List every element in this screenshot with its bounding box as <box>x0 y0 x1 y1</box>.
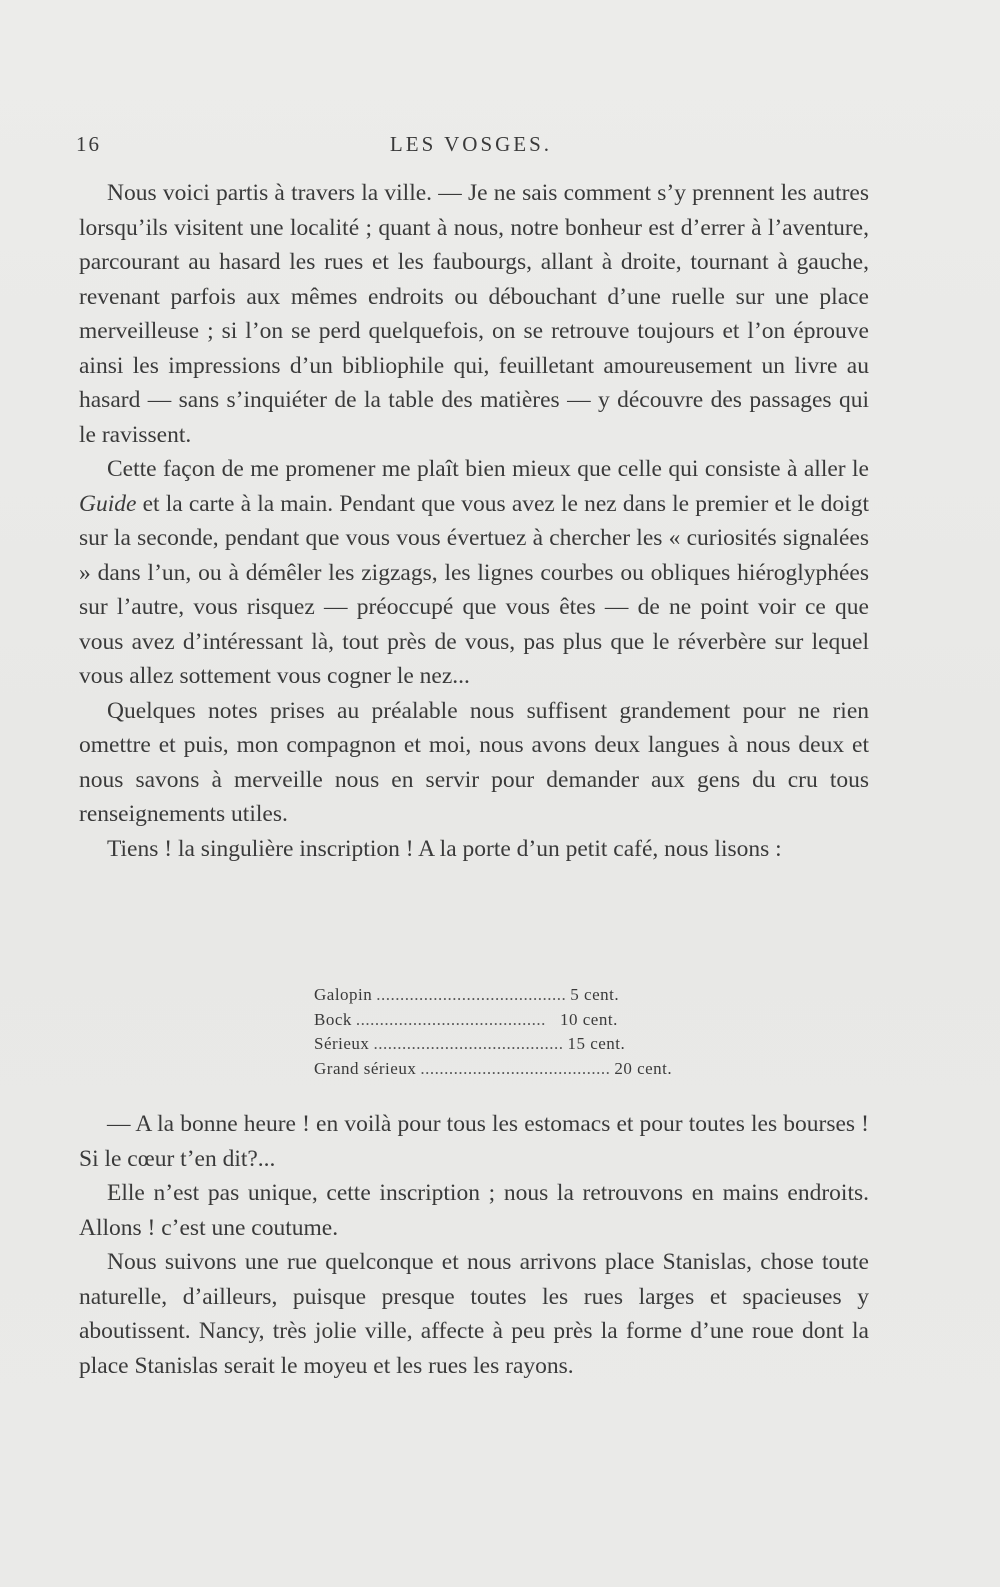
price-list <box>314 983 673 1081</box>
price-row <box>314 1032 634 1057</box>
price-item: Bock <box>314 1009 352 1029</box>
page-header <box>76 132 866 162</box>
price-item: Grand sérieux <box>314 1058 417 1078</box>
price-value: 10 cent. <box>560 1009 618 1029</box>
paragraph <box>79 452 869 694</box>
leader-dots: ........................................ <box>373 1034 564 1053</box>
price-item: Sérieux <box>314 1034 370 1053</box>
paragraph: Nous suivons une rue quelconque et nous arrivons place Stanislas, chose toute naturelle, d’ailleurs, puisque presque toutes les rues larges et spacieuses y aboutissent. Nancy, très jolie ville, affecte à peu près la forme d’une roue dont la place Stanislas serait le moyeu et les rues les rayons. <box>79 1249 869 1379</box>
price-value: 15 cent. <box>567 1034 626 1053</box>
price-row <box>314 983 634 1008</box>
price-item: Galopin <box>314 985 373 1004</box>
page-number: 16 <box>76 132 101 156</box>
leader-dots: ........................................ <box>376 985 567 1004</box>
price-value: 20 cent. <box>614 1058 673 1078</box>
paragraph: Tiens ! la singulière inscription ! A la porte d’un petit café, nous lisons : <box>107 835 782 862</box>
paragraph: Quelques notes prises au préalable nous suffisent grandement pour ne rien omettre et puis, mon compagnon et moi, nous avons deux langues à nous deux et nous savons à merveille nous en servir pour demander aux gens du cru tous renseignements utiles. <box>79 697 869 827</box>
italic-title: Guide <box>79 490 137 517</box>
body-text-before-list <box>79 176 869 866</box>
paragraph: Nous voici partis à travers la ville. — Je ne sais comment s’y prennent les autres lorsqu’ils visitent une localité ; quant à nous, notre bonheur est d’errer à l’aventure, parcourant au hasard les rues et les faubourgs, allant à droite, tournant à gauche, revenant parfois aux mêmes endroits ou débouchant d’une ruelle sur une place merveilleuse ; si l’on se perd quelquefois, on se retrouve toujours et l’on éprouve ainsi les impressions d’un bibliophile qui, feuilletant amoureusement un livre au hasard — sans s’inquiéter de la table des matières — y découvre des passages qui le ravissent. <box>79 180 869 448</box>
price-row <box>314 1008 634 1033</box>
paragraph-text: Cette façon de me promener me plaît bien mieux que celle qui consiste à aller le <box>107 456 869 482</box>
running-title: LES VOSGES. <box>389 132 553 156</box>
leader-dots: ........................................ <box>355 1009 546 1029</box>
paragraph: Elle n’est pas unique, cette inscription ; nous la retrouvons en mains endroits. Allons ! c’est une coutume. <box>79 1180 869 1241</box>
price-value: 5 cent. <box>570 985 620 1004</box>
paragraph-text: et la carte à la main. Pendant que vous avez le nez dans le premier et le doigt sur la seconde, pendant que vous vous évertuez à chercher les « curiosités signalées » dans l’un, ou à démêler les zigzags, les lignes courbes ou obliques hiéroglyphées sur l’autre, vous risquez — préoccupé que vous êtes — de ne point voir ce que vous avez d’intéressant là, tout près de vous, pas plus que le réverbère sur lequel vous allez sottement vous cogner le nez... <box>79 490 869 689</box>
leader-dots: ........................................ <box>420 1058 611 1078</box>
paragraph: — A la bonne heure ! en voilà pour tous les estomacs et pour toutes les bourses ! Si le cœur t’en dit?... <box>79 1111 869 1172</box>
body-text-after-list <box>79 1107 869 1383</box>
price-row <box>314 1057 673 1082</box>
